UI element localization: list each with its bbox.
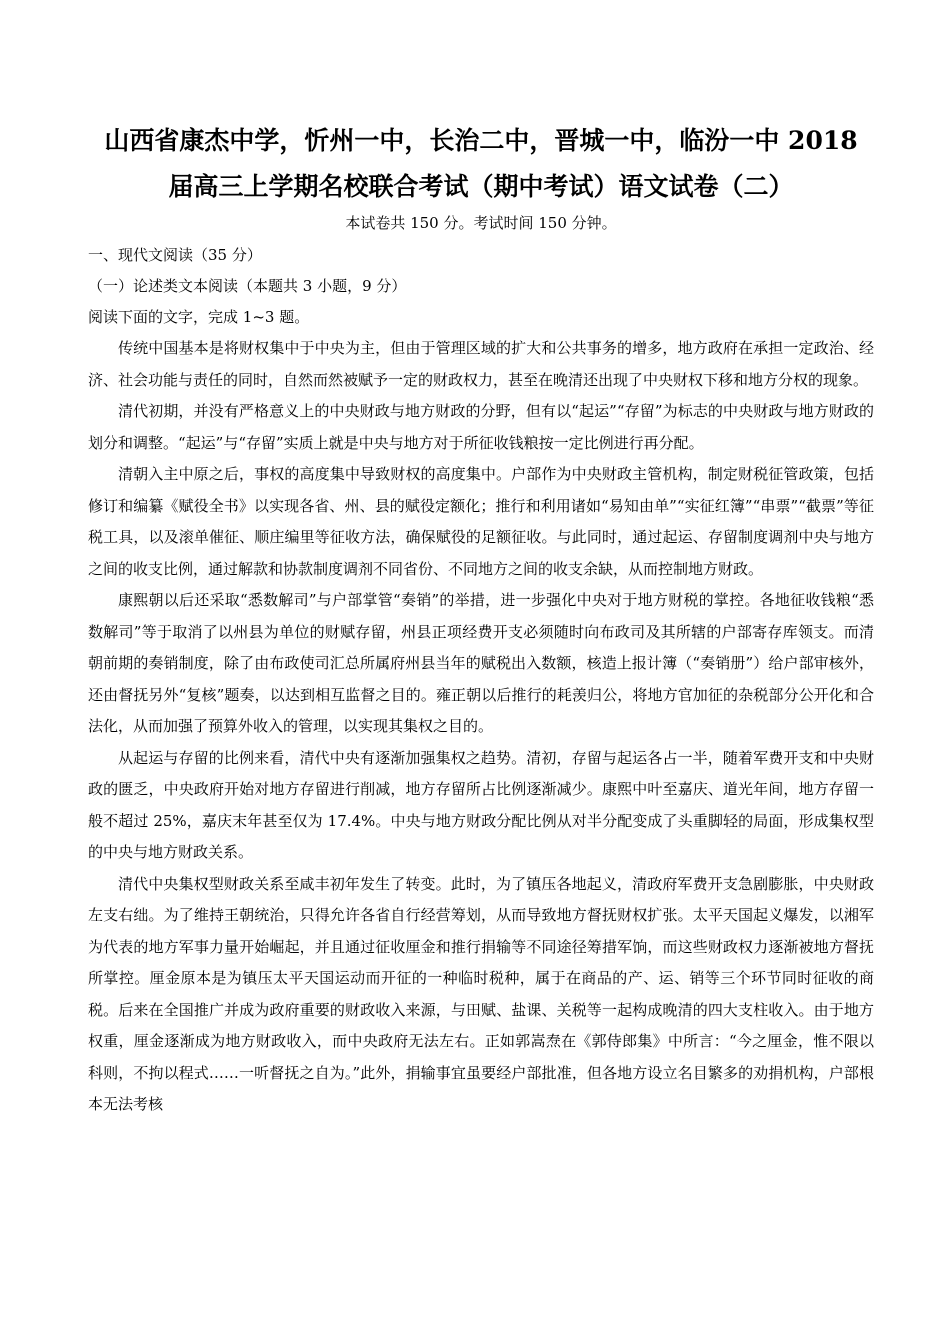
document-title-line-2: 届高三上学期名校联合考试（期中考试）语文试卷（二） bbox=[168, 172, 794, 201]
paragraph-5: 从起运与存留的比例来看，清代中央有逐渐加强集权之趋势。清初，存留与起运各占一半，随着军费开支和中央财政的匮乏，中央政府开始对地方存留进行削减，地方存留所占比例逐渐减少。康熙中叶至嘉庆、道光年间，地方存留一般不超过 25%，嘉庆末年甚至仅为 17.4%。中央与地方财政分配比例从对半分配变成了头重脚轻的局面，形成集权型的中央与地方财政关系。 bbox=[88, 748, 874, 861]
paragraph-1: 传统中国基本是将财权集中于中央为主，但由于管理区域的扩大和公共事务的增多，地方政府在承担一定政治、经济、社会功能与责任的同时，自然而然被赋予一定的财政权力，甚至在晚清还出现了中央财权下移和地方分权的现象。 bbox=[88, 339, 874, 389]
subsection-heading: （一）论述类文本阅读（本题共 3 小题，9 分） bbox=[88, 277, 407, 295]
paragraph-4: 康熙朝以后还采取“悉数解司”与户部掌管“奏销”的举措，进一步强化中央对于地方财税的掌控。各地征收钱粮“悉数解司”等于取消了以州县为单位的财赋存留，州县正项经费开支必须随时向布政司及其所辖的户部寄存库领支。而清朝前期的奏销制度，除了由布政使司汇总所属府州县当年的赋税出入数额，核造上报计簿（“奏销册”）给户部审核外，还由督抚另外“复核”题奏，以达到相互监督之目的。雍正朝以后推行的耗羡归公，将地方官加征的杂税部分公开化和合法化，从而加强了预算外收入的管理，以实现其集权之目的。 bbox=[88, 591, 874, 735]
paragraph-6: 清代中央集权型财政关系至咸丰初年发生了转变。此时，为了镇压各地起义，清政府军费开支急剧膨胀，中央财政左支右绌。为了维持王朝统治，只得允许各省自行经营筹划，从而导致地方督抚财权扩张。太平天国起义爆发，以湘军为代表的地方军事力量开始崛起，并且通过征收厘金和推行捐输等不同途径筹措军饷，而这些财政权力逐渐被地方督抚所掌控。厘金原本是为镇压太平天国运动而开征的一种临时税种，属于在商品的产、运、销等三个环节同时征收的商税。后来在全国推广并成为政府重要的财政收入来源，与田赋、盐课、关税等一起构成晚清的四大支柱收入。由于地方权重，厘金逐渐成为地方财政收入，而中央政府无法左右。正如郭嵩焘在《郭侍郎集》中所言：“今之厘金，惟不限以科则，不拘以程式……一听督抚之自为。”此外，捐输事宜虽要经户部批准，但各地方设立名目繁多的劝捐机构，户部根本无法考核 bbox=[88, 874, 874, 1113]
exam-info: 本试卷共 150 分。考试时间 150 分钟。 bbox=[345, 214, 617, 232]
reading-instruction: 阅读下面的文字，完成 1~3 题。 bbox=[88, 308, 310, 326]
document-title-line-1: 山西省康杰中学，忻州一中，长治二中，晋城一中，临汾一中 2018 bbox=[104, 126, 858, 155]
paragraph-3: 清朝入主中原之后，事权的高度集中导致财权的高度集中。户部作为中央财政主管机构，制定财税征管政策，包括修订和编纂《赋役全书》以实现各省、州、县的赋役定额化；推行和利用诸如“易知由单”“实征红簿”“串票”“截票”等征税工具，以及滚单催征、顺庄编里等征收方法，确保赋役的足额征收。与此同时，通过起运、存留制度调剂中央与地方之间的收支比例，通过解款和协款制度调剂不同省份、不同地方之间的收支余缺，从而控制地方财政。 bbox=[88, 465, 874, 578]
section-heading: 一、现代文阅读（35 分） bbox=[88, 246, 262, 264]
exam-page bbox=[88, 118, 874, 1121]
paragraph-2: 清代初期，并没有严格意义上的中央财政与地方财政的分野，但有以“起运”“存留”为标志的中央财政与地方财政的划分和调整。“起运”与“存留”实质上就是中央与地方对于所征收钱粮按一定比例进行再分配。 bbox=[88, 402, 874, 452]
